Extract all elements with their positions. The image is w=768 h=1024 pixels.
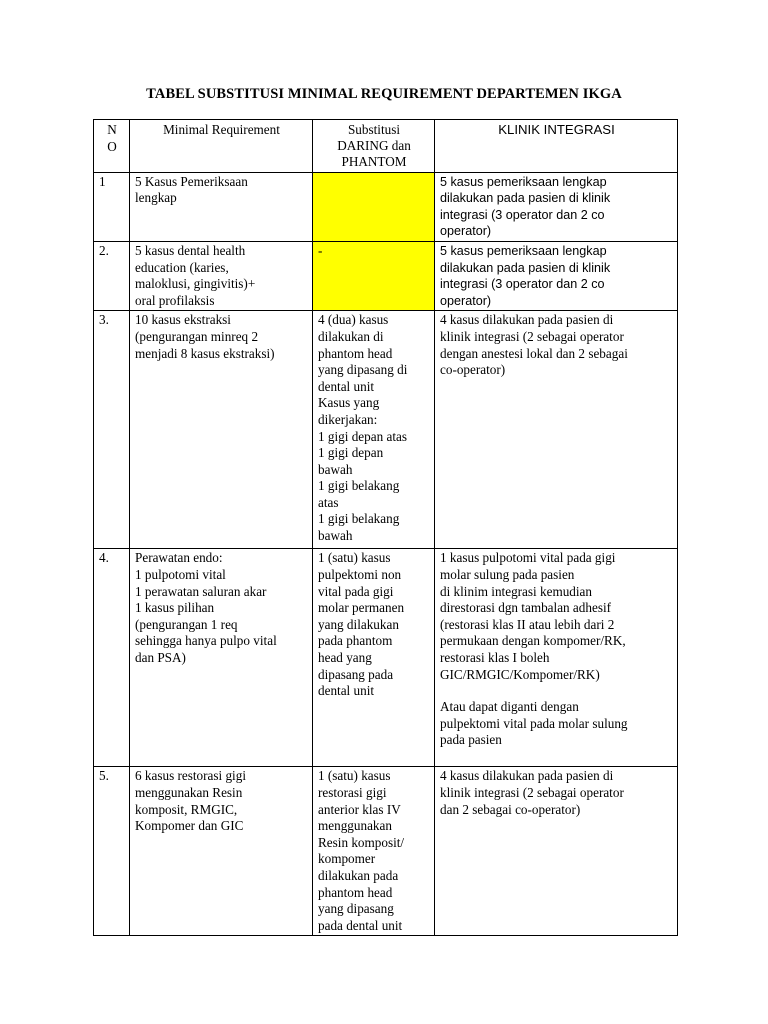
table-row (94, 311, 678, 549)
table-row (94, 241, 678, 310)
row-substitusi-highlight: - (313, 241, 435, 310)
row-no: 2. (94, 241, 130, 310)
paragraph-gap (440, 683, 673, 699)
row-substitusi: 1 (satu) kasus pulpektomi non vital pada gigi molar permanen yang dilakukan pada phantom head yang dipasang pada dental unit (313, 549, 435, 767)
row-klinik-integrasi: 5 kasus pemeriksaan lengkap dilakukan pada pasien di klinik integrasi (3 operator dan 2 co operator) (435, 172, 678, 241)
row-substitusi: 1 (satu) kasus restorasi gigi anterior klas IV menggunakan Resin komposit/ kompomer dilakukan pada phantom head yang dipasang pada dental unit (313, 767, 435, 936)
row-no: 5. (94, 767, 130, 936)
row-minimal-requirement: 10 kasus ekstraksi (pengurangan minreq 2 menjadi 8 kasus ekstraksi) (130, 311, 313, 549)
header-substitusi: Substitusi DARING dan PHANTOM (313, 120, 435, 173)
row-substitusi-highlight (313, 172, 435, 241)
header-no: N O (94, 120, 130, 173)
row-no: 4. (94, 549, 130, 767)
table-header-row (94, 120, 678, 173)
klinik-alternative-text: Atau dapat diganti dengan pulpektomi vital pada molar sulung pada pasien (440, 699, 628, 748)
row-substitusi: 4 (dua) kasus dilakukan di phantom head yang dipasang di dental unit Kasus yang dikerjakan: 1 gigi depan atas 1 gigi depan bawah 1 gigi belakang atas 1 gigi belakang bawah (313, 311, 435, 549)
row-klinik-integrasi (435, 549, 678, 767)
requirement-table (93, 119, 678, 936)
header-klinik-integrasi: KLINIK INTEGRASI (435, 120, 678, 173)
row-minimal-requirement: 5 Kasus Pemeriksaan lengkap (130, 172, 313, 241)
table-row (94, 767, 678, 936)
row-minimal-requirement: 5 kasus dental health education (karies, maloklusi, gingivitis)+ oral profilaksis (130, 241, 313, 310)
table-row (94, 549, 678, 767)
klinik-text: 1 kasus pulpotomi vital pada gigi molar sulung pada pasien di klinim integrasi kemudian direstorasi dgn tambalan adhesif (restorasi klas II atau lebih dari 2 permukaan dengan kompomer/RK, restorasi klas I boleh GIC/RMGIC/Kompomer/RK) (440, 550, 626, 682)
row-klinik-integrasi: 4 kasus dilakukan pada pasien di klinik integrasi (2 sebagai operator dengan anestesi lokal dan 2 sebagai co-operator) (435, 311, 678, 549)
table-row (94, 172, 678, 241)
header-minimal-requirement: Minimal Requirement (130, 120, 313, 173)
row-minimal-requirement: Perawatan endo: 1 pulpotomi vital 1 perawatan saluran akar 1 kasus pilihan (pengurangan 1 req sehingga hanya pulpo vital dan PSA) (130, 549, 313, 767)
row-klinik-integrasi: 4 kasus dilakukan pada pasien di klinik integrasi (2 sebagai operator dan 2 sebagai co-operator) (435, 767, 678, 936)
row-no: 1 (94, 172, 130, 241)
row-no: 3. (94, 311, 130, 549)
row-klinik-integrasi: 5 kasus pemeriksaan lengkap dilakukan pada pasien di klinik integrasi (3 operator dan 2 co operator) (435, 241, 678, 310)
document-title: TABEL SUBSTITUSI MINIMAL REQUIREMENT DEPARTEMEN IKGA (146, 86, 622, 102)
row-minimal-requirement: 6 kasus restorasi gigi menggunakan Resin komposit, RMGIC, Kompomer dan GIC (130, 767, 313, 936)
